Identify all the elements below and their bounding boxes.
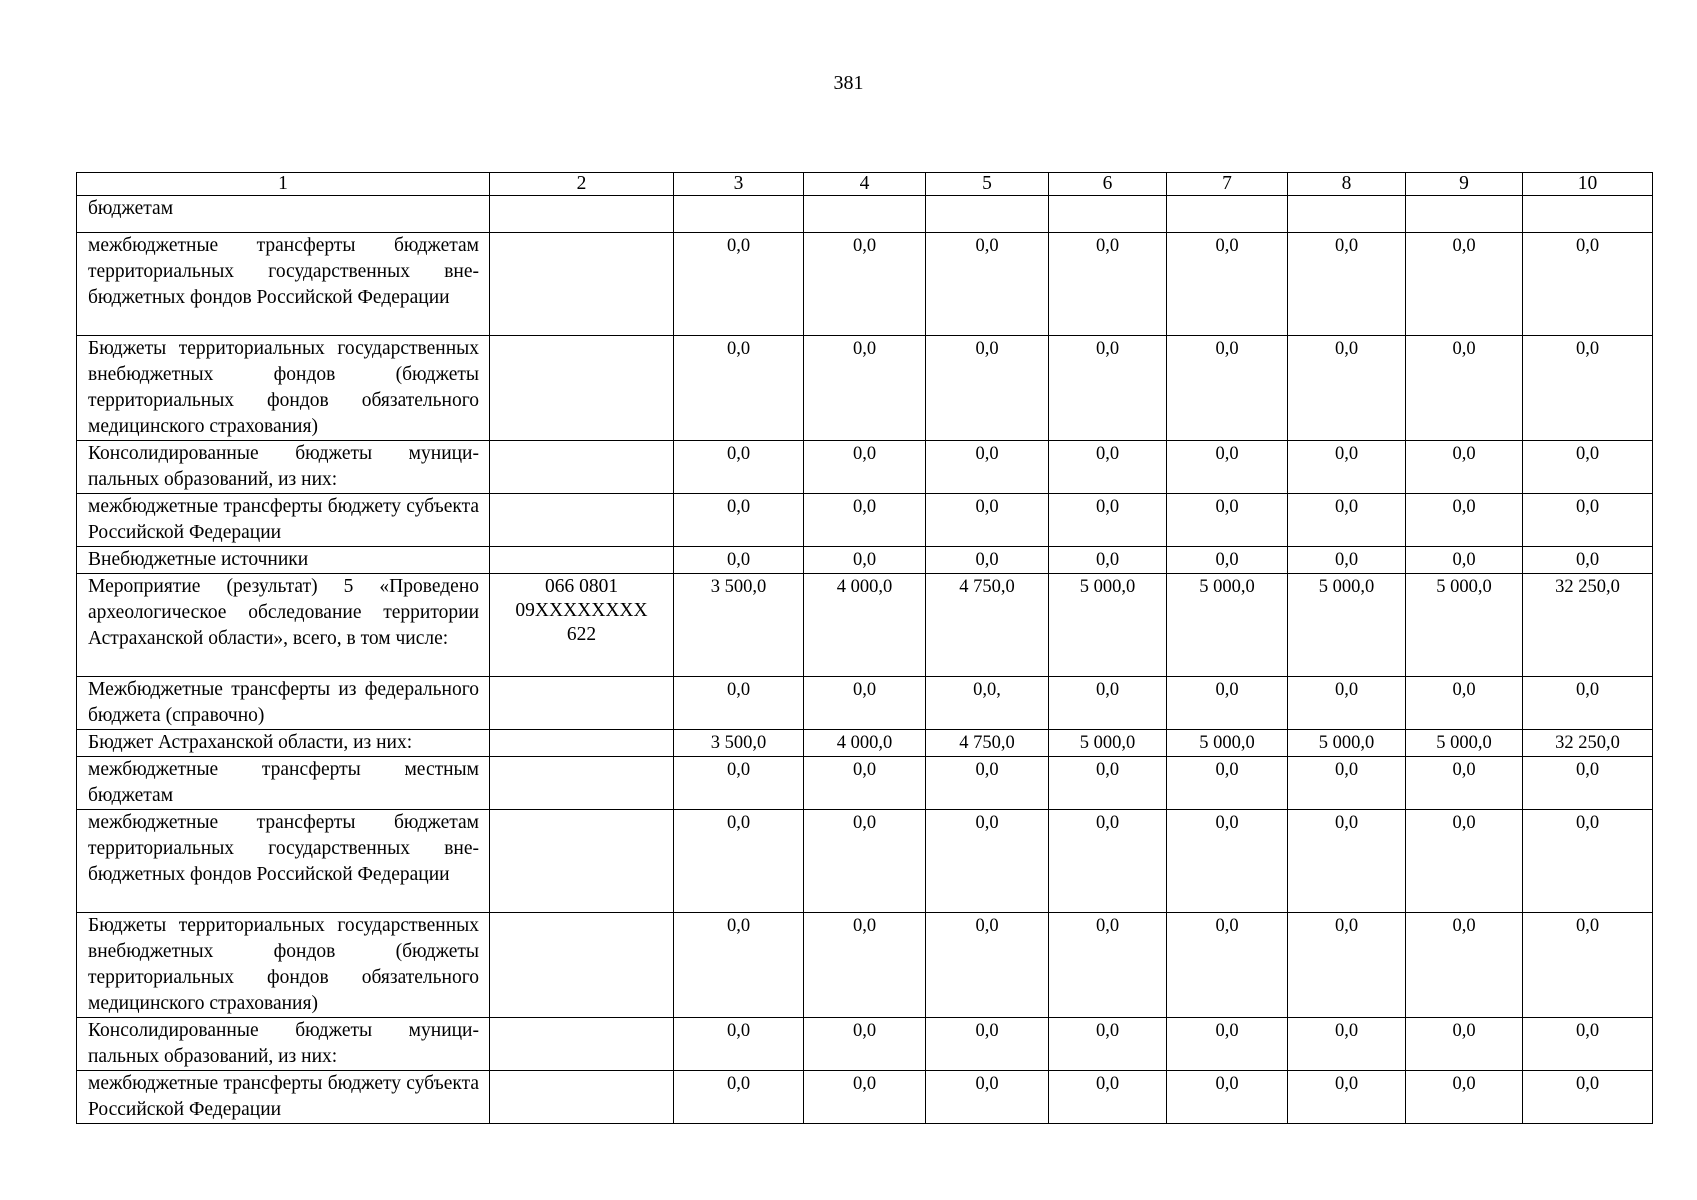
value-cell: 0,0: [1049, 1071, 1167, 1124]
value-cell: 0,0: [1288, 494, 1406, 547]
value-cell: 0,0: [674, 494, 804, 547]
value-cell: 0,0: [1288, 1018, 1406, 1071]
value-cell: 0,0: [1406, 336, 1523, 441]
value-cell: 0,0: [1406, 547, 1523, 574]
table-row: [77, 810, 1653, 913]
budget-code-cell: [490, 730, 674, 757]
value-cell: 0,0: [674, 810, 804, 913]
column-header: 7: [1167, 173, 1288, 196]
budget-code-cell: [490, 494, 674, 547]
value-cell: 0,0: [1523, 810, 1653, 913]
budget-code-cell: [490, 810, 674, 913]
table-row: [77, 196, 1653, 233]
value-cell: 0,0: [1406, 441, 1523, 494]
table-row: [77, 494, 1653, 547]
column-header: 6: [1049, 173, 1167, 196]
value-cell: 0,0: [1523, 677, 1653, 730]
row-name-cell: Бюджеты территориальных государственных внебюджетных фондов (бюджеты территориальных фондов обязательного медицинского страхования): [77, 336, 490, 441]
value-cell: 0,0: [674, 1018, 804, 1071]
value-cell: 0,0: [674, 913, 804, 1018]
value-cell: 0,0: [926, 757, 1049, 810]
budget-code-cell: [490, 1071, 674, 1124]
value-cell: 0,0: [674, 677, 804, 730]
value-cell: 0,0: [1288, 677, 1406, 730]
table-row: [77, 677, 1653, 730]
column-header: 9: [1406, 173, 1523, 196]
value-cell: 0,0: [926, 233, 1049, 336]
value-cell: 0,0: [1167, 547, 1288, 574]
budget-code-cell: [490, 757, 674, 810]
value-cell: 0,0: [1406, 913, 1523, 1018]
budget-table: [76, 172, 1653, 1124]
value-cell: 0,0: [804, 1071, 926, 1124]
value-cell: [804, 196, 926, 233]
budget-code-cell: [490, 336, 674, 441]
value-cell: 4 000,0: [804, 574, 926, 677]
value-cell: 0,0: [1406, 757, 1523, 810]
value-cell: 0,0: [1406, 233, 1523, 336]
page-number: 381: [833, 72, 864, 94]
value-cell: 0,0: [1049, 494, 1167, 547]
value-cell: 0,0: [1288, 757, 1406, 810]
value-cell: [926, 196, 1049, 233]
budget-code-line: 066 0801: [544, 576, 619, 597]
budget-code-cell: [490, 574, 674, 677]
value-cell: 32 250,0: [1523, 574, 1653, 677]
table-row: [77, 574, 1653, 677]
budget-code-cell: [490, 1018, 674, 1071]
value-cell: 0,0: [1167, 913, 1288, 1018]
value-cell: 0,0: [1288, 233, 1406, 336]
row-name-cell: Бюджет Астраханской области, из них:: [77, 730, 490, 757]
value-cell: 0,0: [1049, 1018, 1167, 1071]
value-cell: 5 000,0: [1406, 730, 1523, 757]
value-cell: 0,0: [674, 547, 804, 574]
value-cell: 5 000,0: [1049, 730, 1167, 757]
value-cell: 0,0: [674, 441, 804, 494]
value-cell: 0,0: [1288, 547, 1406, 574]
value-cell: 0,0: [804, 757, 926, 810]
value-cell: 0,0: [926, 441, 1049, 494]
column-header: 10: [1523, 173, 1653, 196]
value-cell: 0,0: [804, 494, 926, 547]
value-cell: 0,0: [804, 336, 926, 441]
value-cell: 0,0: [1167, 757, 1288, 810]
table-row: [77, 441, 1653, 494]
value-cell: 0,0: [1523, 233, 1653, 336]
value-cell: [1406, 196, 1523, 233]
value-cell: 0,0: [1049, 677, 1167, 730]
budget-code-cell: [490, 441, 674, 494]
row-name-cell: Межбюджетные трансферты из федерального бюджета (справочно): [77, 677, 490, 730]
value-cell: 0,0: [1288, 441, 1406, 494]
row-name-cell: Внебюджетные источники: [77, 547, 490, 574]
budget-code-cell: [490, 677, 674, 730]
value-cell: 0,0: [1523, 757, 1653, 810]
value-cell: 0,0: [1406, 494, 1523, 547]
row-name-cell: межбюджетные трансферты бюджетам территориальных государственных внебюджетных фондов Российской Федерации: [77, 810, 490, 913]
value-cell: 0,0: [1167, 1071, 1288, 1124]
value-cell: 0,0: [804, 441, 926, 494]
table-row: [77, 336, 1653, 441]
row-name-cell: межбюджетные трансферты бюджету субъекта Российской Федерации: [77, 1071, 490, 1124]
value-cell: 0,0: [1049, 441, 1167, 494]
table-row: [77, 233, 1653, 336]
value-cell: 0,0: [926, 1018, 1049, 1071]
value-cell: 0,0: [1523, 1071, 1653, 1124]
table-row: [77, 1071, 1653, 1124]
value-cell: 0,0: [1288, 1071, 1406, 1124]
column-header: 4: [804, 173, 926, 196]
value-cell: [674, 196, 804, 233]
value-cell: 0,0: [674, 1071, 804, 1124]
row-name-cell: Консолидированные бюджеты муниципальных образований, из них:: [77, 441, 490, 494]
value-cell: [1049, 196, 1167, 233]
value-cell: 0,0: [1049, 757, 1167, 810]
value-cell: 0,0: [1523, 1018, 1653, 1071]
value-cell: 0,0: [926, 810, 1049, 913]
value-cell: 5 000,0: [1167, 730, 1288, 757]
table-row: [77, 913, 1653, 1018]
value-cell: 0,0: [926, 494, 1049, 547]
value-cell: 0,0: [1523, 494, 1653, 547]
value-cell: 0,0: [1049, 913, 1167, 1018]
value-cell: 0,0: [1167, 677, 1288, 730]
table-row: [77, 547, 1653, 574]
value-cell: 0,0: [1523, 336, 1653, 441]
budget-code-cell: [490, 547, 674, 574]
value-cell: 0,0: [1049, 810, 1167, 913]
budget-code-line: 622: [566, 624, 597, 645]
value-cell: 0,0: [1288, 810, 1406, 913]
value-cell: 0,0: [926, 1071, 1049, 1124]
column-header: 2: [490, 173, 674, 196]
value-cell: [1167, 196, 1288, 233]
value-cell: 5 000,0: [1406, 574, 1523, 677]
value-cell: 0,0: [804, 677, 926, 730]
value-cell: 0,0: [1049, 336, 1167, 441]
value-cell: 0,0: [1406, 1071, 1523, 1124]
value-cell: 3 500,0: [674, 574, 804, 677]
value-cell: [1288, 196, 1406, 233]
value-cell: 0,0: [1167, 336, 1288, 441]
value-cell: 0,0: [674, 233, 804, 336]
value-cell: 4 000,0: [804, 730, 926, 757]
value-cell: 5 000,0: [1049, 574, 1167, 677]
value-cell: 0,0: [926, 913, 1049, 1018]
value-cell: 0,0: [674, 757, 804, 810]
table-row: [77, 757, 1653, 810]
value-cell: 0,0: [1523, 913, 1653, 1018]
value-cell: 0,0: [804, 810, 926, 913]
row-name-cell: Консолидированные бюджеты муниципальных образований, из них:: [77, 1018, 490, 1071]
value-cell: 0,0: [1049, 547, 1167, 574]
value-cell: 0,0: [1167, 1018, 1288, 1071]
value-cell: 0,0: [1167, 441, 1288, 494]
row-name-cell: межбюджетные трансферты местным бюджетам: [77, 757, 490, 810]
value-cell: 0,0: [926, 336, 1049, 441]
table-body: [77, 196, 1653, 1124]
value-cell: 0,0: [674, 336, 804, 441]
value-cell: 0,0: [1167, 810, 1288, 913]
value-cell: 0,0: [804, 547, 926, 574]
value-cell: 5 000,0: [1167, 574, 1288, 677]
table-row: [77, 730, 1653, 757]
budget-code-line: 09XXXXXXXX: [515, 600, 648, 621]
value-cell: 32 250,0: [1523, 730, 1653, 757]
value-cell: 3 500,0: [674, 730, 804, 757]
table-row: [77, 1018, 1653, 1071]
row-name-cell: бюджетам: [77, 196, 490, 233]
value-cell: 4 750,0: [926, 574, 1049, 677]
budget-code-cell: [490, 913, 674, 1018]
row-name-cell: Бюджеты территориальных государственных внебюджетных фондов (бюджеты территориальных фондов обязательного медицинского страхования): [77, 913, 490, 1018]
value-cell: 0,0: [1523, 547, 1653, 574]
budget-code-cell: [490, 196, 674, 233]
value-cell: 0,0: [1288, 336, 1406, 441]
column-header: 3: [674, 173, 804, 196]
row-name-cell: Мероприятие (результат) 5 «Проведено археологическое обследование территории Астраханской области», всего, в том числе:: [77, 574, 490, 677]
value-cell: 5 000,0: [1288, 730, 1406, 757]
value-cell: 0,0: [1523, 441, 1653, 494]
value-cell: [1523, 196, 1653, 233]
value-cell: 0,0: [804, 1018, 926, 1071]
value-cell: 0,0: [1406, 1018, 1523, 1071]
row-name-cell: межбюджетные трансферты бюджетам территориальных государственных внебюджетных фондов Российской Федерации: [77, 233, 490, 336]
column-header: 8: [1288, 173, 1406, 196]
value-cell: 0,0: [804, 233, 926, 336]
value-cell: 0,0: [1406, 810, 1523, 913]
value-cell: 0,0: [926, 547, 1049, 574]
row-name-cell: межбюджетные трансферты бюджету субъекта Российской Федерации: [77, 494, 490, 547]
budget-code-cell: [490, 233, 674, 336]
value-cell: 0,0,: [926, 677, 1049, 730]
column-header: 1: [77, 173, 490, 196]
value-cell: 0,0: [1167, 494, 1288, 547]
value-cell: 0,0: [804, 913, 926, 1018]
value-cell: 0,0: [1049, 233, 1167, 336]
column-header: 5: [926, 173, 1049, 196]
value-cell: 0,0: [1167, 233, 1288, 336]
value-cell: 0,0: [1406, 677, 1523, 730]
table-header-row: [77, 173, 1653, 196]
value-cell: 5 000,0: [1288, 574, 1406, 677]
value-cell: 0,0: [1288, 913, 1406, 1018]
value-cell: 4 750,0: [926, 730, 1049, 757]
